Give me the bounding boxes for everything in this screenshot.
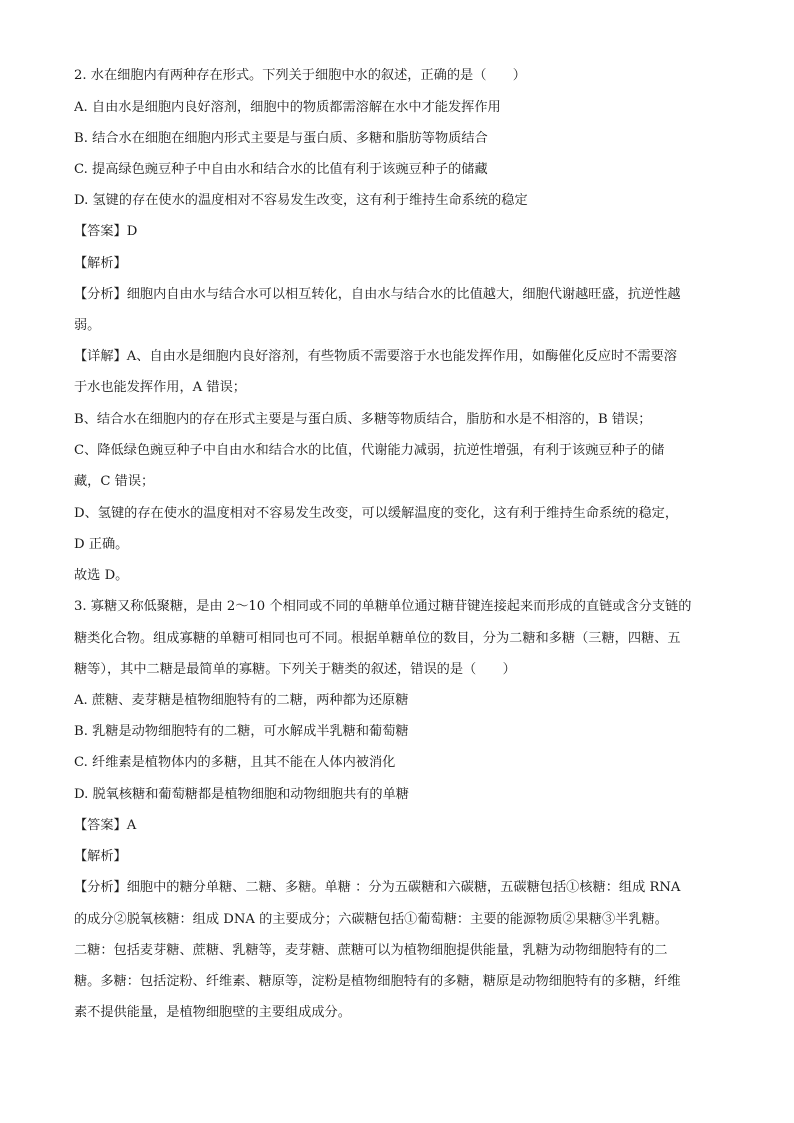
q3-option-c: C. 纤维素是植物体内的多糖，且其不能在人体内被消化 <box>74 755 396 770</box>
q3-stem-line: 糖等），其中二糖是最简单的寡糖。下列关于糖类的叙述，错误的是（ ） <box>74 662 516 677</box>
q3-option-d: D. 脱氧核糖和葡萄糖都是植物细胞和动物细胞共有的单糖 <box>74 787 409 802</box>
q2-detail-line: 故选 D。 <box>74 568 129 583</box>
q2-detail-line: B、结合水在细胞内的存在形式主要是与蛋白质、多糖等物质结合，脂肪和水是不相溶的，B 错误； <box>74 412 652 427</box>
q3-option-a: A. 蔗糖、麦芽糖是植物细胞特有的二糖，两种都为还原糖 <box>74 693 409 708</box>
q2-option-a: A. 自由水是细胞内良好溶剂，细胞中的物质都需溶解在水中才能发挥作用 <box>74 100 501 115</box>
q3-analysis-line: 的成分②脱氧核糖：组成 DNA 的主要成分；六碳糖包括①葡萄糖：主要的能源物质②果糖③半乳糖。 <box>74 912 668 927</box>
q2-detail-line: D、氢键的存在使水的温度相对不容易发生改变，可以缓解温度的变化，这有利于维持生命系统的稳定， <box>74 506 679 521</box>
q2-detail-line: D 正确。 <box>74 537 129 552</box>
q2-answer: 【答案】D <box>74 224 138 239</box>
q2-option-c: C. 提高绿色豌豆种子中自由水和结合水的比值有利于该豌豆种子的储藏 <box>74 162 488 177</box>
q2-detail-line: C、降低绿色豌豆种子中自由水和结合水的比值，代谢能力减弱，抗逆性增强，有利于该豌豆种子的储 <box>74 443 665 458</box>
q2-analysis-line: 弱。 <box>74 318 101 333</box>
q3-stem-line: 3. 寡糖又称低聚糖，是由 2～10 个相同或不同的单糖单位通过糖苷键连接起来而形成的直链或含分支链的 <box>74 599 692 614</box>
q3-analysis-line: 【分析】细胞中的糖分单糖、二糖、多糖。单糖 ：分为五碳糖和六碳糖，五碳糖包括①核糖：组成 RNA <box>74 880 681 895</box>
q3-analysis-line: 糖。多糖：包括淀粉、纤维素、糖原等，淀粉是植物细胞特有的多糖，糖原是动物细胞特有的多糖，纤维 <box>74 974 681 989</box>
q3-stem-line: 糖类化合物。组成寡糖的单糖可相同也可不同。根据单糖单位的数目，分为二糖和多糖（三糖，四糖、五 <box>74 631 681 646</box>
q2-option-d: D. 氢键的存在使水的温度相对不容易发生改变，这有利于维持生命系统的稳定 <box>74 193 528 208</box>
q2-analysis-line: 【分析】细胞内自由水与结合水可以相互转化，自由水与结合水的比值越大，细胞代谢越旺盛，抗逆性越 <box>74 287 681 302</box>
q2-detail-line: 【详解】A、自由水是细胞内良好溶剂，有些物质不需要溶于水也能发挥作用，如酶催化反应时不需要溶 <box>74 349 677 364</box>
q2-detail-line: 藏，C 错误； <box>74 474 155 489</box>
q3-analysis-line: 素不提供能量，是植物细胞壁的主要组成成分。 <box>74 1005 351 1020</box>
q3-option-b: B. 乳糖是动物细胞特有的二糖，可水解成半乳糖和葡萄糖 <box>74 724 409 739</box>
q3-analysis-line: 二糖：包括麦芽糖、蔗糖、乳糖等，麦芽糖、蔗糖可以为植物细胞提供能量，乳糖为动物细胞特有的二 <box>74 943 668 958</box>
q2-analysis-heading: 【解析】 <box>74 256 127 271</box>
q2-stem: 2. 水在细胞内有两种存在形式。下列关于细胞中水的叙述，正确的是（ ） <box>74 68 526 83</box>
q3-answer: 【答案】A <box>74 818 137 833</box>
q2-detail-line: 于水也能发挥作用，A 错误； <box>74 380 246 395</box>
q3-analysis-heading: 【解析】 <box>74 849 127 864</box>
q2-option-b: B. 结合水在细胞在细胞内形式主要是与蛋白质、多糖和脂肪等物质结合 <box>74 131 488 146</box>
